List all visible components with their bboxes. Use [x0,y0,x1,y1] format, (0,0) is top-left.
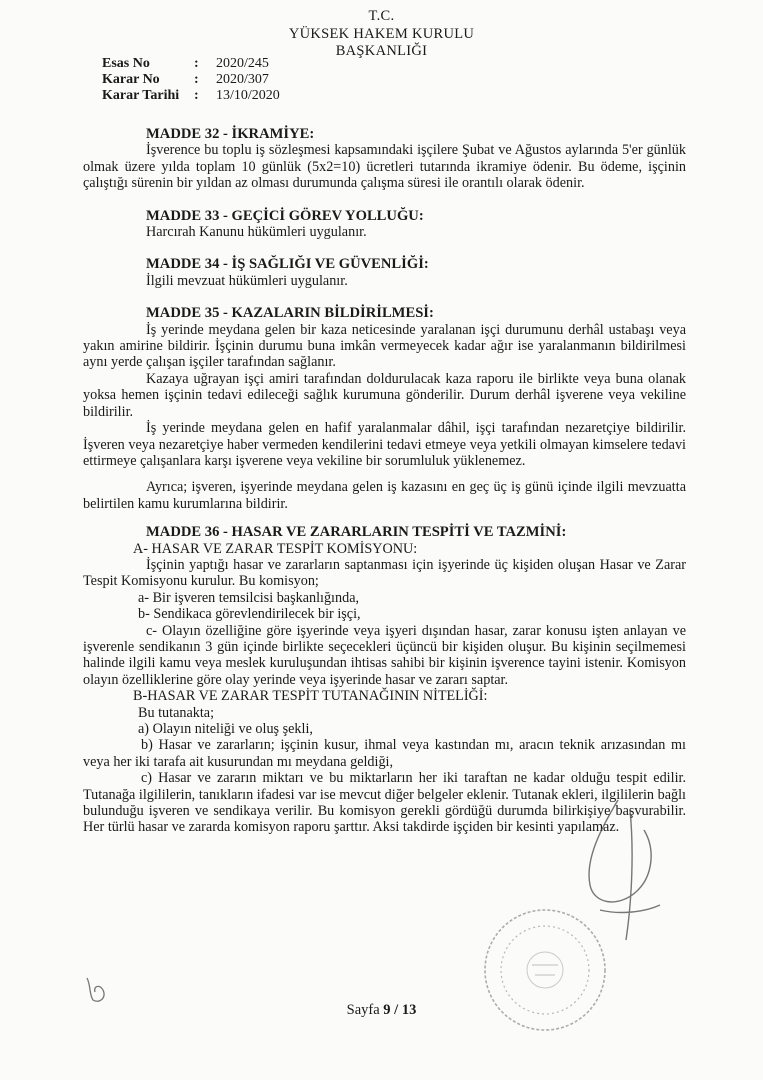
article-33-text: Harcırah Kanunu hükümleri uygulanır. [146,224,367,241]
article-36-b-item-1: a) Olayın niteliği ve oluş şekli, [138,721,313,737]
article-32-text: İşverence bu toplu iş sözleşmesi kapsamındaki işçilere Şubat ve Ağustos aylarında 5'er günlük olmak üzere yılda toplam 10 günlük (5x2=10) ücretleri tutarında ikramiye ödenir. Bu ödeme, işçinin çalıştığı sürenin bir yıldan az olması durumunda çalışma süresi ile orantılı olarak ödenir. [83,142,686,192]
article-35-para-1: İş yerinde meydana gelen bir kaza neticesinde yaralanan işçi durumunu derhâl ustabaşı veya yakın amirine bildirir. İşçinin durumu buna imkân vermeyecek kadar ağır ise yaralanmanın bildirilmesi aynı yerde çalışan işçiler tarafından sağlanır. [83,321,686,371]
meta-label: Karar Tarihi [102,88,180,103]
page-number [0,1002,763,1019]
article-36-a-item-1: a- Bir işveren temsilcisi başkanlığında, [138,589,360,606]
meta-colon: : [194,88,199,103]
article-36-a-para: İşçinin yaptığı hasar ve zararların saptanması için işyerinde üç kişiden oluşan Hasar ve Zarar Tespit Komisyonu kurulur. Bu komisyon; [83,556,686,590]
meta-value: 13/10/2020 [216,88,280,103]
meta-value: 2020/245 [216,56,269,71]
meta-colon: : [194,56,199,71]
header-presidency: BAŞKANLIĞI [335,43,428,59]
page-current: 9 [383,1002,391,1018]
meta-colon: : [194,72,199,87]
article-32-title: MADDE 32 - İKRAMİYE: [146,126,315,142]
meta-label: Esas No [102,56,150,71]
meta-row-karar [102,72,280,88]
article-36-b-item-3: c) Hasar ve zararın miktarı ve bu miktarların her iki taraftan ne kadar olduğu tespit edilir. Tutanağa ilgililerin, tanıkların ifadesi var ise mevcut diğer belgeler eklenir. Tutanak ekleri, ilgililerin bağlı bulunduğu işveren ve sendikaya verilir. Bu komisyon gerekli gördüğü durumda bilirkişiye başvurabilir. Her türlü hasar ve zararda komisyon raporu şarttır. Aksi takdirde işçiden bir kesinti yapılamaz. [83,770,686,836]
handwritten-mark-icon [83,972,115,1006]
article-36-b-intro: Bu tutanakta; [138,704,215,721]
article-36-a-item-2: b- Sendikaca görevlendirilecek bir işçi, [138,606,361,623]
article-34-title: MADDE 34 - İŞ SAĞLIĞI VE GÜVENLİĞİ: [146,256,429,273]
meta-value: 2020/307 [216,72,269,87]
document-body [83,126,686,836]
article-36-b-item-2: b) Hasar ve zararların; işçinin kusur, ihmal veya kastından mı, aracın teknik arızasından mı veya her iki tarafa ait kusurundan mı meydana geldiği, [83,737,686,770]
meta-row-esas [102,56,280,72]
article-36-title: MADDE 36 - HASAR VE ZARARLARIN TESPİTİ VE TAZMİNİ: [146,524,567,541]
page-separator: / [394,1002,399,1018]
article-36-a-item-3: c- Olayın özelliğine göre işyerinde veya işyeri dışından hasar, zarar konusu işten anlayan ve işverenle sendikanın 3 gün içinde birlikte seçecekleri üçüncü bir kişiden oluşur. Bu kişinin seçilmemesi halinde ilgili kamu veya meslek kuruluşundan ihtisas sahibi bir kişinin işverence tayini istenir. Komisyon olayın özelliklerine göre olay yerinde veya işyerinde hasar ve zararı saptar. [83,622,686,688]
article-35-para-4: Ayrıca; işveren, işyerinde meydana gelen iş kazasını en geç üç iş günü içinde ilgili mevzuatta belirtilen kamu kurumlarına bildirir. [83,479,686,512]
case-meta [102,56,280,104]
page-total: 13 [401,1002,417,1018]
article-35-title: MADDE 35 - KAZALARIN BİLDİRİLMESİ: [146,305,434,322]
header-tc: T.C. [368,8,395,24]
article-35-para-3: İş yerinde meydana gelen en hafif yaralanmalar dâhil, işçi tarafından nezaretçiye bildirilir. İşveren veya nezaretçiye haber vermeden kendilerini tedavi etmeye veya yetkili olmayan kimselere tedavi ettirmeye çalışanlara karşı işverene veya vekiline bir sorumluluk yüklenemez. [83,420,686,469]
page-prefix: Sayfa [346,1002,380,1018]
article-36-subtitle-b: B-HASAR VE ZARAR TESPİT TUTANAĞININ NİTELİĞİ: [133,688,488,705]
article-33-title: MADDE 33 - GEÇİCİ GÖREV YOLLUĞU: [146,207,424,224]
header-institution: YÜKSEK HAKEM KURULU [288,26,475,42]
article-35-para-2: Kazaya uğrayan işçi amiri tarafından doldurulacak kaza raporu ile birlikte veya buna olanak yoksa hemen işçinin tedavi edileceği sağlık kurumuna gönderilir. Durum derhâl işverene veya vekiline bildirilir. [83,370,686,420]
article-34-text: İlgili mevzuat hükümleri uygulanır. [146,272,348,289]
meta-row-tarih [102,88,280,104]
meta-label: Karar No [102,72,160,87]
article-36-subtitle-a: A- HASAR VE ZARAR TESPİT KOMİSYONU: [133,540,418,557]
